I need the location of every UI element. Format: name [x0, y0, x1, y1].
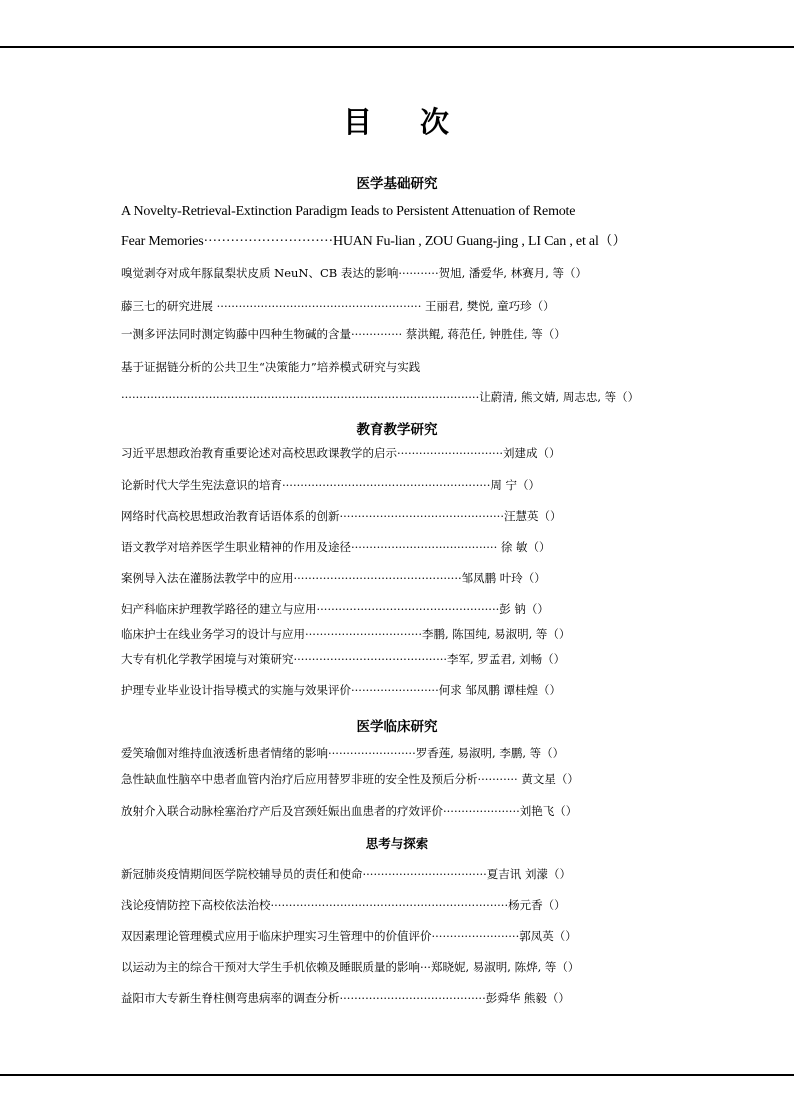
toc-entry: A Novelty-Retrieval-Extinction Paradigm Ieads to Persistent Attenuation of Remote: [121, 204, 576, 219]
toc-entry: ··································································································让蔚清, 熊文婧, 周志忠, 等（）: [121, 390, 640, 404]
section-heading-education: 教育教学研究: [356, 422, 438, 438]
toc-entry: 新冠肺炎疫情期间医学院校辅导员的责任和使命··································夏吉讯 刘濛（）: [121, 867, 571, 881]
toc-entry: 急性缺血性脑卒中患者血管内治疗后应用替罗非班的安全性及预后分析··········· 黄文星（）: [121, 772, 579, 786]
toc-entry: 一测多评法同时测定钩藤中四种生物碱的含量·············· 蔡洪鲲, 蒋范任, 钟胜佳, 等（）: [121, 327, 566, 341]
toc-entry: 大专有机化学教学困境与对策研究··········································李军, 罗孟君, 刘畅（）: [121, 652, 566, 666]
section-heading-clinical: 医学临床研究: [356, 719, 438, 735]
toc-entry: 放射介入联合动脉栓塞治疗产后及宫颈妊娠出血患者的疗效评价·····················刘艳飞（）: [121, 804, 578, 818]
toc-entry: Fear Memories·····························HUAN Fu-lian , ZOU Guang-jing , LI Can , et al（）: [121, 234, 627, 249]
toc-entry: 妇产科临床护理教学路径的建立与应用··················································彭 钠（）: [121, 602, 549, 616]
page-title: [0, 100, 794, 141]
toc-entry: 基于证据链分析的公共卫生“决策能力”培养模式研究与实践: [121, 360, 421, 374]
toc-entry: 嗅觉剥夺对成年豚鼠梨状皮质 NeuN、CB 表达的影响···········贺旭, 潘爱华, 林赛月, 等（）: [121, 266, 588, 280]
toc-entry: 益阳市大专新生脊柱侧弯患病率的调查分析········································彭舜华 熊毅（）: [121, 991, 570, 1005]
toc-entry: 护理专业毕业设计指导模式的实施与效果评价························何求 邹凤鹏 谭桂煌（）: [121, 683, 562, 697]
toc-entry: 双因素理论管理模式应用于临床护理实习生管理中的价值评价························郭凤英（）: [121, 929, 577, 943]
toc-entry: 论新时代大学生宪法意识的培育·························································周 宁（）: [121, 478, 541, 492]
toc-entry: 藤三七的研究进展 ························································ 王丽君, 樊悦, 童巧珍（）: [121, 299, 555, 313]
bottom-rule: [0, 1074, 794, 1076]
toc-entry: 浅论疫情防控下高校依法治校·································································杨元香（）: [121, 898, 566, 912]
toc-entry: 临床护士在线业务学习的设计与应用································李鹏, 陈国纯, 易淑明, 等（）: [121, 627, 571, 641]
section-heading-reflection: 思考与探索: [365, 836, 429, 851]
toc-entry: 案例导入法在灌肠法教学中的应用··············································邹凤鹏 叶玲（）: [121, 571, 546, 585]
toc-entry: 习近平思想政治教育重要论述对高校思政课教学的启示·····························刘建成（）: [121, 446, 561, 460]
toc-entry: 网络时代高校思想政治教育话语体系的创新·············································汪慧英（）: [121, 509, 562, 523]
title-char-2: 次: [420, 105, 452, 139]
top-rule: [0, 46, 794, 48]
toc-entry: 爱笑瑜伽对维持血液透析患者情绪的影响························罗香莲, 易淑明, 李鹏, 等（）: [121, 746, 565, 760]
toc-entry: 以运动为主的综合干预对大学生手机依赖及睡眠质量的影响···郑晓妮, 易淑明, 陈烨, 等（）: [121, 960, 580, 974]
title-char-1: 目: [342, 105, 374, 139]
section-heading-basic-medicine: 医学基础研究: [356, 176, 438, 192]
toc-entry: 语文教学对培养医学生职业精神的作用及途径········································ 徐 敏（）: [121, 540, 551, 554]
